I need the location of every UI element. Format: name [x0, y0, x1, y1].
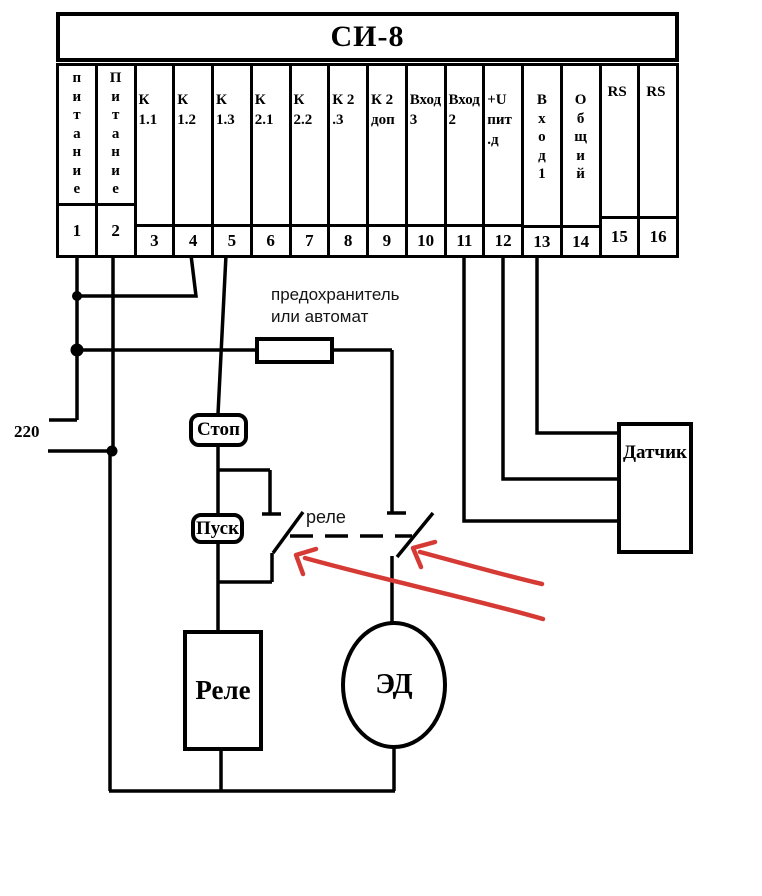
terminal-number [408, 227, 444, 255]
terminal-label-line: а [111, 125, 120, 142]
junction-dot [107, 446, 118, 457]
fuse-box [257, 339, 332, 362]
terminal-label-line: Вход [448, 92, 480, 108]
voltage-label: 220 [14, 422, 40, 441]
relay-contact-left [273, 512, 303, 553]
terminal4-link-wire [77, 255, 196, 296]
terminal-number-text: 10 [417, 231, 435, 250]
fuse-label-line2: или автомат [271, 307, 369, 326]
terminal-label-line: о [538, 129, 546, 145]
relay-contact-right [387, 513, 433, 624]
terminal-label-line: 2.1 [254, 112, 274, 128]
start-button-symbol [191, 513, 244, 544]
terminal-number-text: 11 [456, 231, 473, 250]
terminal-label [369, 66, 405, 227]
terminal-label-line: н [111, 144, 120, 160]
terminal-number-text: 2 [111, 220, 120, 240]
terminal-label-line: 1.2 [177, 112, 196, 128]
terminal-label-line: .3 [332, 112, 344, 128]
terminal-label-line: 1.1 [138, 112, 158, 128]
terminal-number-text: 9 [382, 231, 392, 250]
terminal-number [292, 227, 328, 255]
terminal-label [524, 66, 560, 228]
terminal-label-line: и [111, 88, 120, 105]
terminal-label-line: RS [607, 84, 627, 100]
terminal-label [447, 66, 483, 227]
terminal-label-line: К 2 [332, 92, 355, 108]
terminal-strip [56, 63, 679, 258]
terminal-number [214, 227, 250, 255]
terminal-label-line: н [72, 144, 82, 160]
terminal-label-line: +U [487, 92, 507, 108]
terminal-col-10 [408, 66, 447, 255]
terminal-label [175, 66, 211, 227]
sensor-wires [464, 255, 622, 521]
terminal-label [330, 66, 366, 227]
sensor-box [617, 422, 693, 554]
terminal-label [408, 66, 444, 227]
relay-coil-box [183, 630, 263, 751]
terminal-col-7 [292, 66, 331, 255]
terminal1-wire [49, 255, 77, 420]
terminal-number [602, 219, 638, 255]
terminal-col-6 [253, 66, 292, 255]
terminal-col-2 [98, 66, 137, 255]
latch-branch [218, 470, 281, 514]
terminal-label-line: 1.3 [216, 112, 235, 128]
terminal-label-line: 2 [448, 112, 456, 128]
terminal-number-text: 4 [188, 231, 198, 250]
terminal-number-text: 5 [227, 231, 237, 250]
terminal-number-text: 16 [649, 227, 667, 246]
terminal-label [98, 66, 134, 206]
terminal-col-1 [59, 66, 98, 255]
terminal-label-line: 3 [409, 112, 418, 128]
terminal-number-text: 12 [494, 231, 512, 250]
terminal-number [640, 219, 676, 255]
terminal-label-line: 2.2 [293, 112, 313, 128]
terminal-label-line: В [536, 92, 547, 108]
terminal-label-line: е [73, 181, 81, 197]
terminal-label-line: е [112, 181, 119, 197]
terminal-label-line: т [111, 107, 120, 123]
terminal-number [485, 227, 521, 255]
relay-contact-label: реле [306, 507, 346, 527]
terminal-col-16 [640, 66, 676, 255]
terminal-label-line: К 2 [371, 92, 394, 108]
terminal-label-line: б [576, 110, 585, 127]
terminal-label-line: и [72, 162, 82, 179]
terminal-number-text: 13 [533, 231, 551, 251]
terminal-label-line: .д [487, 132, 499, 148]
terminal-label [563, 66, 599, 228]
terminal-label-line: щ [574, 129, 587, 145]
terminal-number [137, 227, 173, 255]
terminal-label-line: доп [371, 112, 395, 128]
terminal-col-4 [175, 66, 214, 255]
motor-label: ЭД [375, 668, 413, 700]
terminal-number [59, 206, 95, 255]
terminal-number [98, 206, 134, 255]
terminal-label [640, 66, 676, 219]
terminal-label-line: т [73, 107, 81, 123]
terminal-label-line: и [111, 162, 120, 179]
stop-button-symbol [189, 413, 248, 447]
red-arrow-left-shaft [305, 558, 543, 619]
terminal-label-line: К [138, 92, 150, 108]
terminal-col-13 [524, 66, 563, 255]
terminal-label-line: п [72, 70, 82, 86]
terminal12-wire [503, 255, 618, 479]
terminal-number-text: 7 [305, 231, 314, 250]
terminal-number-text: 15 [610, 227, 628, 246]
stop-button-label: Стоп [196, 419, 240, 440]
terminal-col-11 [447, 66, 486, 255]
terminal-label-line: х [538, 110, 546, 127]
device-header [56, 12, 679, 62]
terminal-label [137, 66, 173, 227]
fuse-label [271, 284, 399, 328]
red-arrow-right-shaft [420, 552, 542, 584]
terminal-label [59, 66, 95, 206]
junction-dot [72, 291, 82, 301]
terminal11-wire [464, 255, 622, 521]
terminal-label-line: О [574, 92, 587, 108]
device-title: СИ-8 [330, 20, 405, 53]
terminal-label-line: 1 [538, 166, 546, 182]
terminal-label-line: а [73, 125, 81, 142]
terminal-label [485, 66, 521, 227]
terminal-number-text: 14 [572, 231, 590, 251]
terminal-col-5 [214, 66, 253, 255]
sensor-label: Датчик [622, 442, 688, 463]
terminal-col-15 [602, 66, 641, 255]
contact-blade [273, 512, 303, 553]
terminal-label-line: и [72, 88, 82, 105]
terminal-label [253, 66, 289, 227]
terminal-col-8 [330, 66, 369, 255]
terminal-number [563, 228, 599, 255]
terminal-col-3 [137, 66, 176, 255]
start-button-label: Пуск [195, 517, 240, 539]
terminal-col-9 [369, 66, 408, 255]
terminal-label-line: К [216, 92, 227, 108]
terminal-number-text: 3 [150, 231, 159, 250]
terminal-label-line: и [576, 147, 585, 164]
terminal5-wire [218, 255, 226, 414]
terminal-label-line: К [254, 92, 266, 108]
terminal-col-12 [485, 66, 524, 255]
terminal-number-text: 1 [72, 220, 82, 240]
terminal-label-line: К [177, 92, 189, 108]
terminal-number [369, 227, 405, 255]
fuse-label-line1: предохранитель [271, 285, 400, 304]
terminal-label-line: й [576, 166, 585, 182]
terminal-label-line: пит [487, 112, 512, 128]
terminal-label-line: д [538, 147, 546, 164]
terminal2-wire [48, 255, 113, 791]
power-wires [48, 255, 196, 791]
terminal-col-14 [563, 66, 602, 255]
terminal-number [447, 227, 483, 255]
terminal-number [253, 227, 289, 255]
terminal-label [292, 66, 328, 227]
terminal-label-line: П [109, 70, 122, 86]
terminal13-wire [537, 255, 618, 433]
terminal-number-text: 8 [343, 231, 353, 250]
terminal-label-line: К [293, 92, 305, 108]
relay-coil-label: Реле [195, 675, 251, 705]
bottom-bus-wires [109, 747, 395, 791]
red-annotation-arrows [296, 542, 543, 619]
terminal-label-line: Вход [409, 92, 442, 108]
terminal-number [330, 227, 366, 255]
terminal-number [524, 228, 560, 255]
terminal-label [214, 66, 250, 227]
terminal-number-text: 6 [266, 231, 275, 250]
terminal-label-line: RS [646, 84, 666, 100]
terminal-number [175, 227, 211, 255]
terminal-label [602, 66, 638, 219]
